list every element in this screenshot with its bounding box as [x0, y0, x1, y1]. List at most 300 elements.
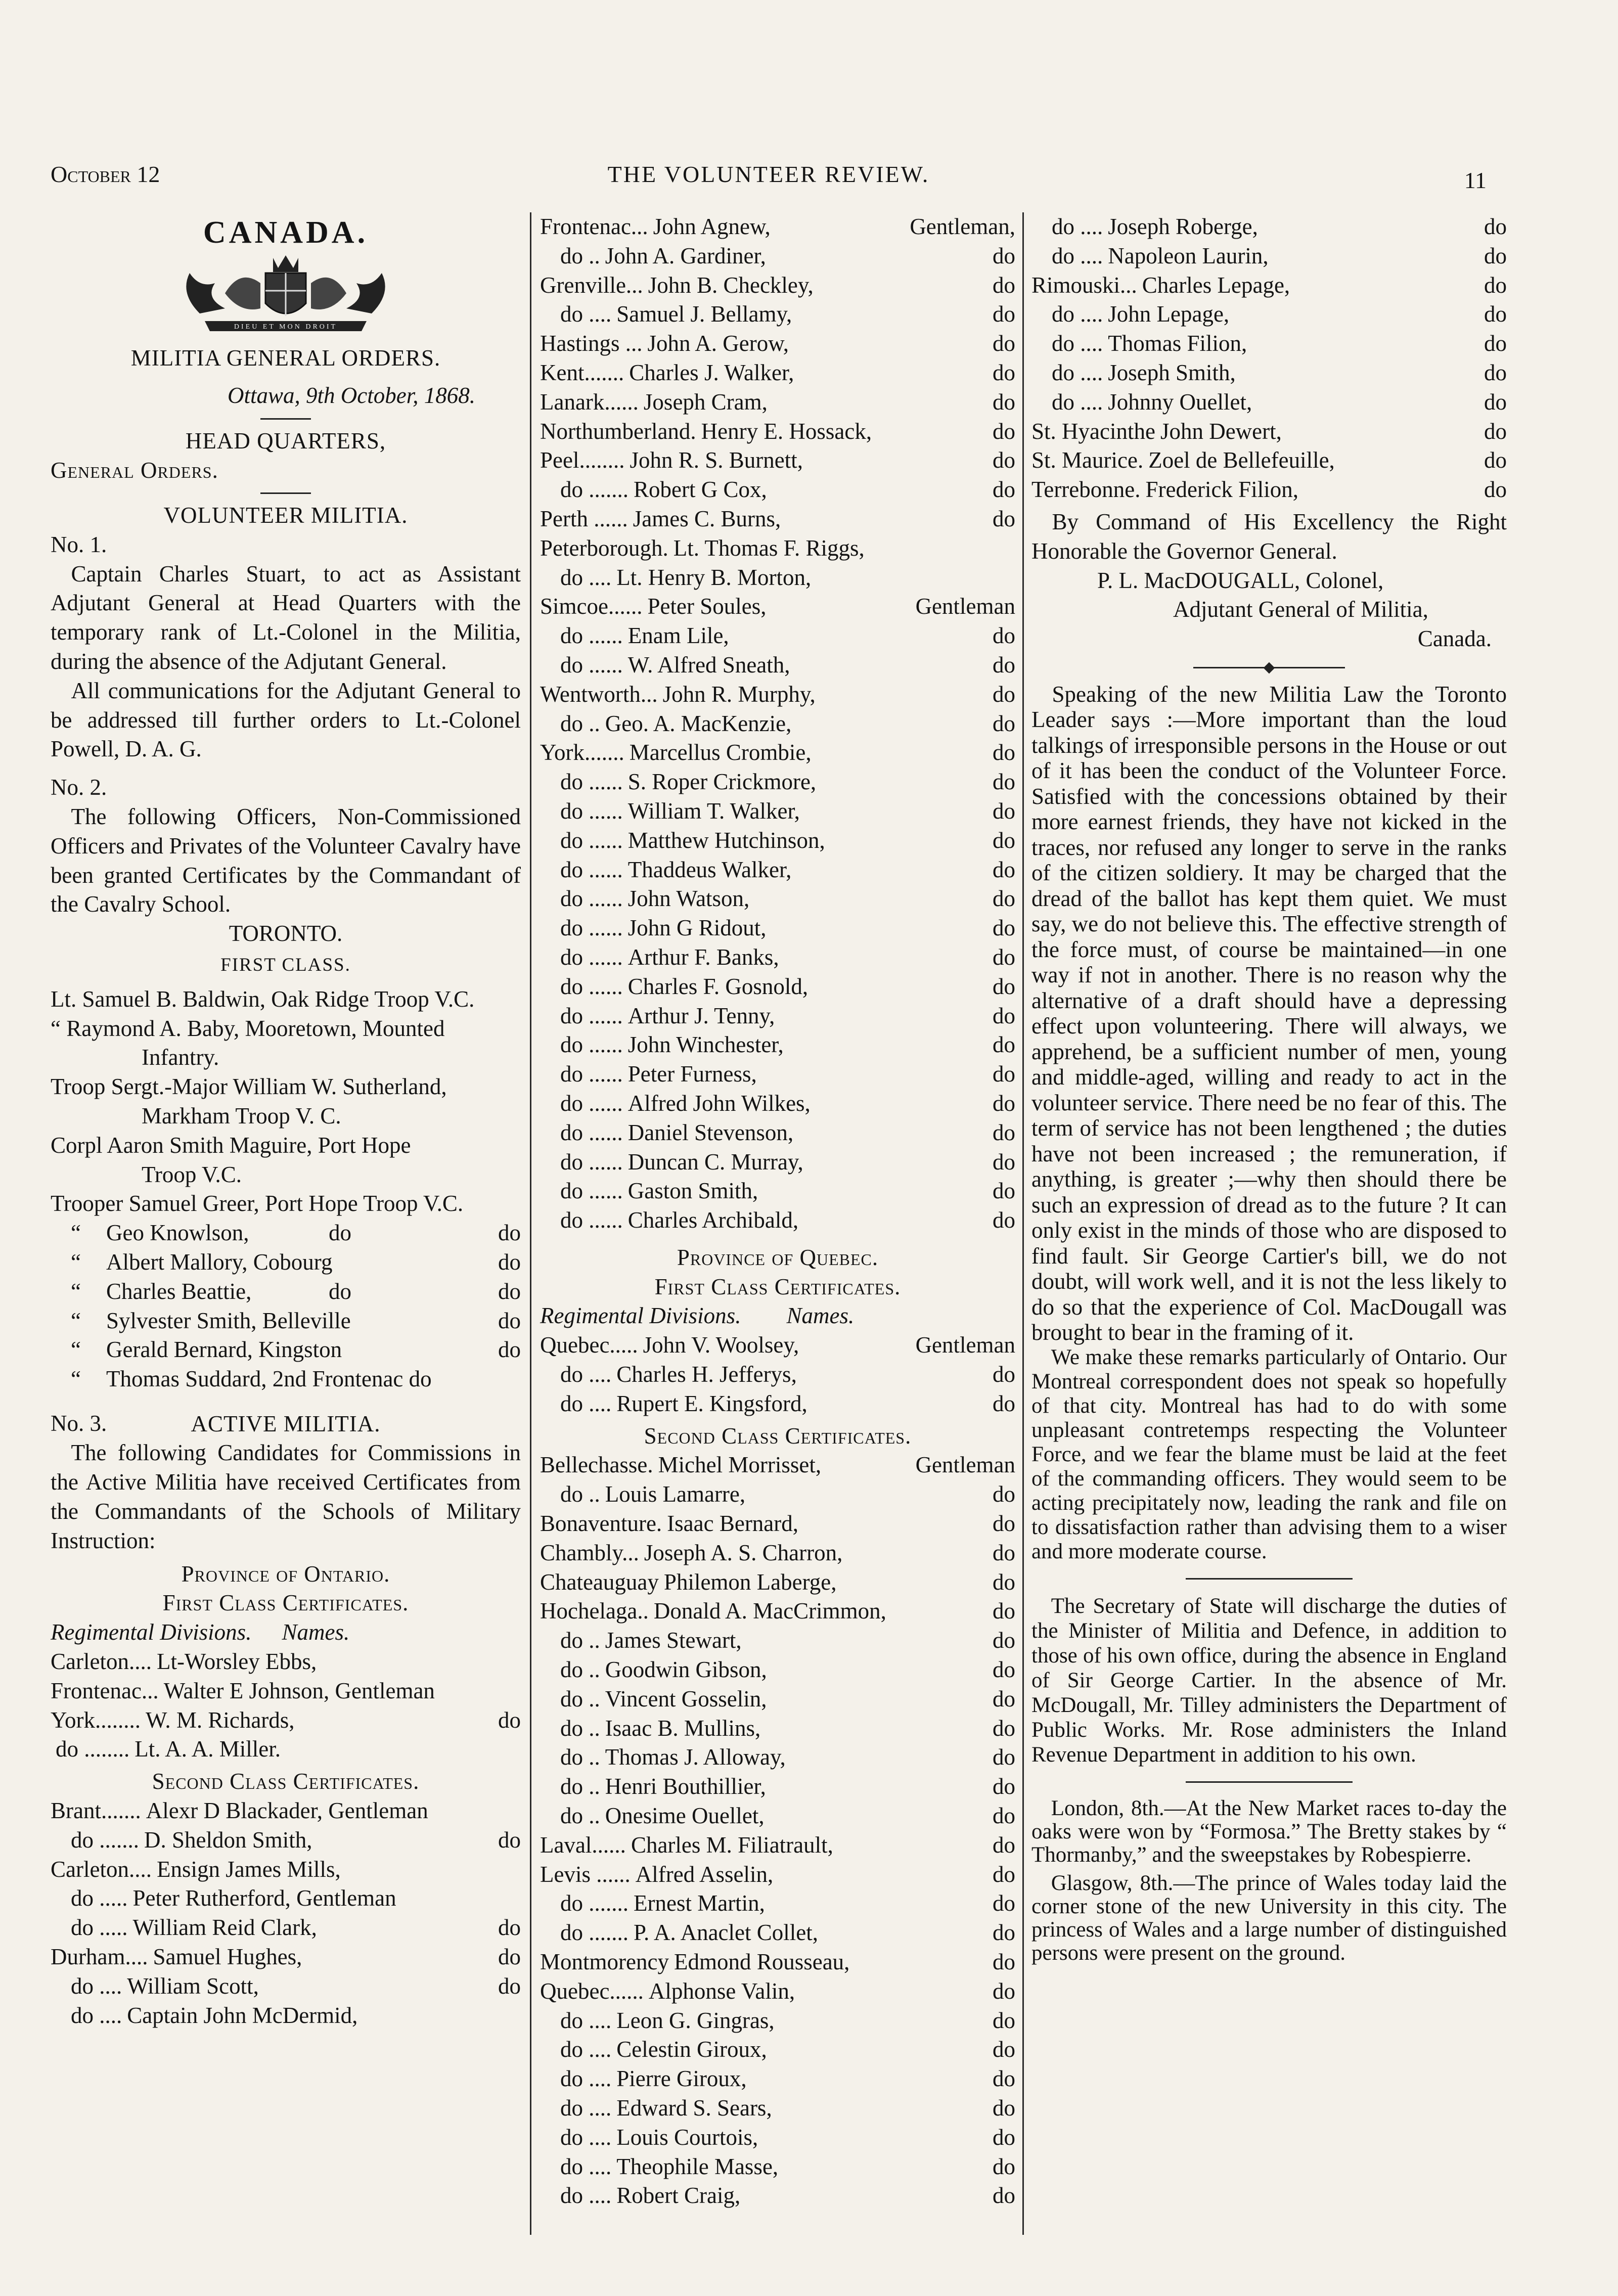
- rank-cell: do: [993, 827, 1015, 853]
- name-cell: Michel Morrisset,: [658, 1452, 822, 1478]
- city-heading: TORONTO.: [229, 921, 343, 947]
- name-cell: Edward S. Sears,: [616, 2095, 772, 2121]
- name-cell: William Reid Clark,: [132, 1915, 317, 1941]
- list-row: [540, 358, 1015, 388]
- list-row: [540, 1030, 1015, 1060]
- name-cell: Peter Soules,: [647, 594, 767, 619]
- list-row: [1031, 271, 1507, 300]
- list-row: [540, 505, 1015, 534]
- name-cell: Lt. Henry B. Morton,: [616, 564, 812, 590]
- regiment-cell: Frontenac...: [540, 214, 648, 239]
- list-row: [540, 884, 1015, 914]
- rank-cell: do: [993, 272, 1015, 298]
- name-cell: Napoleon Laurin,: [1108, 243, 1269, 268]
- rank-cell: do: [993, 973, 1015, 999]
- rank-cell: do: [993, 1090, 1015, 1116]
- regiment-cell: do ....: [560, 2124, 612, 2150]
- rank-cell: do: [993, 2066, 1015, 2092]
- list-row: [51, 1307, 521, 1336]
- hq-heading: HEAD QUARTERS,: [185, 428, 386, 454]
- list-item: Troop Sergt.-Major William W. Sutherland, Markham Troop V. C.: [51, 1074, 447, 1129]
- name-cell: Thomas Filion,: [1108, 331, 1247, 356]
- name-cell: John R. S. Burnett,: [630, 447, 803, 473]
- rank-cell: do: [1484, 243, 1507, 268]
- regiment-cell: Hochelaga..: [540, 1598, 649, 1624]
- rank-cell: do: [993, 331, 1015, 356]
- rank-cell: Gentleman: [915, 1332, 1015, 1358]
- rank-cell: do: [1484, 418, 1507, 444]
- list-row: [540, 2181, 1015, 2211]
- list-row: [51, 1855, 521, 1884]
- list-row: [540, 1685, 1015, 1714]
- name-cell: Henry E. Hossack,: [701, 418, 872, 444]
- list-row: [540, 1626, 1015, 1655]
- name-cell: Duncan C. Murray,: [627, 1149, 803, 1175]
- order-number: No. 3.: [51, 1410, 107, 1436]
- regiment-cell: do ....: [1052, 331, 1103, 356]
- name-cell: Geo Knowlson,: [106, 1220, 249, 1246]
- name-cell: S. Roper Crickmore,: [627, 769, 817, 795]
- rank-cell: do: [1484, 272, 1507, 298]
- list-row: [540, 768, 1015, 797]
- name-cell: Albert Mallory, Cobourg: [106, 1249, 333, 1275]
- list-row: [540, 943, 1015, 972]
- list-row: [51, 1219, 521, 1248]
- rank-cell: do: [993, 1920, 1015, 1946]
- regiment-cell: Chateauguay: [540, 1569, 659, 1595]
- regiment-cell: Chambly...: [540, 1540, 639, 1565]
- list-row: [51, 1277, 521, 1307]
- regiment-cell: Bonaventure.: [540, 1511, 662, 1537]
- article-paragraph: The Secretary of State will discharge the duties of the Minister of Militia and Defence, in addition to those of his own office, during the absence in England of Sir George Cartier. In the absence of Mr. McDougall, Mr. Tilley administers the Department of Public Works. Mr. Rose administers the Inland Revenue Department in addition to his own.: [1031, 1594, 1507, 1767]
- regiment-cell: Lanark......: [540, 389, 639, 415]
- name-cell: Lt. A. A. Miller.: [134, 1736, 281, 1762]
- name-cell: John R. Murphy,: [662, 681, 816, 707]
- regiment-cell: do ....: [71, 2002, 122, 2028]
- list-row: [51, 1913, 521, 1943]
- regiment-cell: do ..: [560, 1774, 600, 1799]
- list-row: [540, 1977, 1015, 2006]
- name-cell: Pierre Giroux,: [616, 2066, 747, 2092]
- name-cell: Donald A. MacCrimmon,: [653, 1598, 886, 1624]
- column-rule: [530, 212, 531, 2235]
- rank-cell: do: [993, 652, 1015, 678]
- rank-cell: do: [993, 944, 1015, 970]
- column-2: [540, 212, 1015, 2211]
- rank-cell: do: [993, 1178, 1015, 1204]
- list-row: [51, 1365, 521, 1394]
- name-cell: William T. Walker,: [627, 798, 800, 824]
- rank-cell: do: [993, 1744, 1015, 1770]
- ditto-mark: “: [71, 1220, 81, 1246]
- list-row: [540, 1148, 1015, 1177]
- rank-cell: do: [993, 1362, 1015, 1387]
- certificate-heading: Second Class Certificates.: [644, 1423, 912, 1449]
- rank-cell: do: [993, 506, 1015, 531]
- regiment-cell: do ......: [560, 623, 623, 649]
- list-row: [540, 1206, 1015, 1235]
- rank-cell: do: [498, 1915, 521, 1941]
- name-cell: Robert Craig,: [616, 2183, 741, 2209]
- name-cell: Johnny Ouellet,: [1108, 389, 1252, 415]
- regiment-cell: Carleton....: [51, 1856, 152, 1882]
- rank-cell: Gentleman,: [910, 214, 1015, 239]
- general-orders-label: General Orders.: [51, 458, 218, 483]
- list-item: “ Raymond A. Baby, Mooretown, Mounted Infantry.: [51, 1015, 445, 1070]
- name-cell: Charles H. Jefferys,: [616, 1362, 797, 1387]
- article-paragraph: London, 8th.—At the New Market races to-day the oaks were won by “Formosa.” The Bretty stakes by “ Thormanby,” and the sweepstakes by Robespierre.: [1031, 1796, 1507, 1867]
- name-cell: Joseph A. S. Charron,: [644, 1540, 843, 1565]
- list-row: [51, 1248, 521, 1277]
- rank-cell: do: [498, 1707, 521, 1733]
- list-item: Trooper Samuel Greer, Port Hope Troop V.C.: [51, 1191, 464, 1217]
- name-cell: Edmond Rousseau,: [673, 1949, 850, 1975]
- section-title: CANADA.: [203, 215, 369, 250]
- name-cell: James C. Burns,: [633, 506, 781, 531]
- list-row: [540, 2094, 1015, 2123]
- active-militia-heading: ACTIVE MILITIA.: [191, 1411, 381, 1436]
- name-cell: Arthur F. Banks,: [627, 944, 779, 970]
- regiment-cell: do ....: [560, 2095, 612, 2121]
- regiment-cell: Rimouski...: [1031, 272, 1137, 298]
- regiment-cell: St. Hyacinthe: [1031, 418, 1155, 444]
- name-cell: John V. Woolsey,: [643, 1332, 799, 1358]
- name-cell: Captain John McDermid,: [127, 2002, 358, 2028]
- cavalry-list: [51, 985, 521, 1219]
- list-row: [540, 2152, 1015, 2182]
- regiment-cell: do ......: [560, 857, 623, 882]
- list-row: [540, 1831, 1015, 1860]
- rank-cell: do: [1484, 301, 1507, 327]
- rank-cell: do: [1484, 331, 1507, 356]
- regiment-cell: do .......: [71, 1827, 139, 1853]
- name-cell: Thaddeus Walker,: [627, 857, 792, 882]
- list-row: [540, 1743, 1015, 1772]
- rank-cell: do: [993, 1511, 1015, 1537]
- rank-cell: do: [993, 1890, 1015, 1916]
- rank-cell: do: [498, 1973, 521, 1999]
- list-row: [51, 1647, 521, 1677]
- rank-cell: do: [993, 886, 1015, 912]
- list-row: [1031, 242, 1507, 271]
- regiment-cell: do ......: [560, 1003, 623, 1028]
- regiment-cell: Levis ......: [540, 1861, 631, 1887]
- page-header: [51, 161, 1487, 196]
- rank-cell: do: [993, 1715, 1015, 1741]
- ditto-cell: do: [498, 1337, 521, 1363]
- article-paragraph: Glasgow, 8th.—The prince of Wales today laid the corner stone of the new University in this city. The princess of Wales and a large number of distinguished persons were present on the ground.: [1031, 1871, 1507, 1965]
- list-row: [540, 2035, 1015, 2064]
- rank-cell: do: [993, 740, 1015, 766]
- name-cell: Gaston Smith,: [627, 1178, 758, 1204]
- regiment-cell: St. Maurice.: [1031, 447, 1144, 473]
- name-cell: D. Sheldon Smith,: [144, 1827, 312, 1853]
- list-row: [540, 826, 1015, 856]
- regiment-cell: do ......: [560, 973, 623, 999]
- list-row: [540, 388, 1015, 417]
- regiment-cell: do ......: [560, 1061, 623, 1087]
- list-row: [540, 856, 1015, 885]
- name-cell: Ensign James Mills,: [156, 1856, 341, 1882]
- rank-cell: do: [993, 1978, 1015, 2004]
- list-row: [540, 300, 1015, 329]
- place-cell: do: [329, 1278, 351, 1304]
- class-heading: FIRST CLASS.: [220, 954, 351, 975]
- name-cell: Matthew Hutchinson,: [627, 827, 825, 853]
- name-cell: Peter Rutherford, Gentleman: [132, 1885, 396, 1911]
- name-cell: Vincent Gosselin,: [605, 1686, 767, 1712]
- name-cell: Charles Lepage,: [1142, 272, 1290, 298]
- list-row: [540, 1002, 1015, 1031]
- list-row: [51, 1735, 521, 1764]
- rank-cell: do: [993, 1540, 1015, 1565]
- regiment-cell: do ......: [560, 798, 623, 824]
- regiment-cell: do ....: [560, 2183, 612, 2209]
- regiment-cell: do ....: [1052, 301, 1103, 327]
- orders-heading: MILITIA GENERAL ORDERS.: [130, 345, 441, 371]
- regiment-cell: do ....: [560, 1390, 612, 1416]
- regiment-cell: Perth ......: [540, 506, 628, 531]
- regiment-cell: do ......: [560, 1090, 623, 1116]
- order-number: No. 2.: [51, 775, 107, 800]
- ditto-mark: “: [71, 1337, 81, 1363]
- rank-cell: do: [993, 2007, 1015, 2033]
- name-cell: Alfred Asselin,: [635, 1861, 774, 1887]
- order-paragraph: The following Officers, Non-Commissioned Officers and Privates of the Volunteer Cavalry have been granted Certificates by the Commandant of the Cavalry School.: [51, 803, 521, 917]
- royal-coat-of-arms-icon: [169, 253, 402, 334]
- regiment-cell: do ....: [560, 301, 612, 327]
- name-cell: Zoel de Bellefeuille,: [1148, 447, 1335, 473]
- name-cell: Alphonse Valin,: [648, 1978, 795, 2004]
- ditto-mark: “: [71, 1278, 81, 1304]
- rank-cell: do: [993, 857, 1015, 882]
- rank-cell: do: [993, 243, 1015, 268]
- rank-cell: do: [993, 477, 1015, 503]
- place-cell: [329, 1335, 490, 1365]
- name-cell: W. M. Richards,: [145, 1707, 295, 1733]
- name-cell: Walter E Johnson, Gentleman: [163, 1678, 435, 1703]
- list-row: [51, 1884, 521, 1913]
- rank-cell: do: [993, 359, 1015, 385]
- list-row: [540, 621, 1015, 651]
- order-paragraph: The following Candidates for Commissions in the Active Militia have received Certificates from the Commandants of the Schools of Military Instruction:: [51, 1440, 521, 1553]
- list-item: Corpl Aaron Smith Maguire, Port Hope Troop V.C.: [51, 1132, 411, 1187]
- name-cell: Sylvester Smith, Belleville: [106, 1308, 351, 1333]
- regiment-cell: do ..: [560, 1744, 600, 1770]
- page-number: 11: [1464, 167, 1487, 193]
- place-cell: do: [329, 1220, 351, 1246]
- name-cell: Arthur J. Tenny,: [627, 1003, 775, 1028]
- certificate-list: [540, 1451, 1015, 2211]
- regiment-cell: Bellechasse.: [540, 1452, 653, 1478]
- list-row: [1031, 417, 1507, 446]
- regiment-cell: do ..: [560, 243, 600, 268]
- list-row: [540, 563, 1015, 593]
- name-cell: John Agnew,: [653, 214, 771, 239]
- rank-cell: do: [993, 1803, 1015, 1829]
- regiment-cell: do ..: [560, 1481, 600, 1507]
- rank-cell: do: [993, 1207, 1015, 1233]
- name-cell: Rupert E. Kingsford,: [616, 1390, 807, 1416]
- list-row: [540, 914, 1015, 943]
- regiment-cell: do ..: [560, 710, 600, 736]
- name-cell: Leon G. Gingras,: [616, 2007, 775, 2033]
- list-item: Lt. Samuel B. Baldwin, Oak Ridge Troop V.C.: [51, 986, 475, 1012]
- list-row: [540, 1714, 1015, 1743]
- list-row: [540, 1177, 1015, 1206]
- regiment-cell: do .......: [560, 1920, 628, 1946]
- list-row: [540, 242, 1015, 271]
- list-row: [540, 1118, 1015, 1148]
- regiment-cell: Northumberland.: [540, 418, 696, 444]
- rank-cell: do: [993, 1774, 1015, 1799]
- column-1: [51, 212, 521, 2030]
- crest-motto: DIEU ET MON DROIT: [234, 323, 338, 331]
- regiment-cell: Carleton....: [51, 1649, 152, 1675]
- issue-date: October 12: [51, 161, 160, 187]
- list-row: [540, 1568, 1015, 1597]
- regiment-cell: do .......: [560, 477, 628, 503]
- command-text: By Command of His Excellency the Right Honorable the Governor General.: [1031, 509, 1507, 564]
- regiment-cell: Peel........: [540, 447, 625, 473]
- regiment-cell: do ....: [560, 2037, 612, 2062]
- name-cell: Henri Bouthillier,: [605, 1774, 766, 1799]
- rank-cell: do: [993, 447, 1015, 473]
- divider: [260, 492, 311, 494]
- list-row: [51, 1706, 521, 1735]
- list-row: [540, 1918, 1015, 1948]
- list-row: [540, 1802, 1015, 1831]
- name-cell: John Dewert,: [1160, 418, 1282, 444]
- regiment-cell: do ........: [56, 1736, 130, 1762]
- ditto-mark: “: [71, 1249, 81, 1275]
- list-row: [540, 1509, 1015, 1539]
- regiment-cell: do ......: [560, 1032, 623, 1058]
- name-cell: Louis Courtois,: [616, 2124, 758, 2150]
- regiment-cell: do ......: [560, 1178, 623, 1204]
- place-cell: [329, 1365, 490, 1394]
- rank-cell: do: [993, 1390, 1015, 1416]
- list-row: [540, 709, 1015, 739]
- regiment-cell: do ......: [560, 886, 623, 912]
- name-cell: John B. Checkley,: [648, 272, 814, 298]
- rank-cell: do: [993, 1032, 1015, 1058]
- list-row: [1031, 329, 1507, 358]
- regiment-cell: Quebec......: [540, 1978, 644, 2004]
- name-cell: Geo. A. MacKenzie,: [605, 710, 792, 736]
- list-row: [540, 972, 1015, 1002]
- trooper-list: [51, 1219, 521, 1394]
- rank-cell: Gentleman: [915, 594, 1015, 619]
- regiment-cell: York........: [51, 1707, 141, 1733]
- regiment-cell: Simcoe......: [540, 594, 643, 619]
- list-row: [540, 738, 1015, 768]
- ditto-cell: [490, 1365, 521, 1394]
- signature-name: P. L. MacDOUGALL, Colonel,: [1097, 567, 1384, 593]
- rank-cell: do: [993, 1628, 1015, 1653]
- regiment-cell: do .....: [71, 1915, 128, 1941]
- list-row: [540, 1331, 1015, 1360]
- list-row: [1031, 475, 1507, 505]
- regiment-cell: do ..: [560, 1803, 600, 1829]
- place-cell: [329, 1248, 490, 1277]
- name-cell: Charles M. Filiatrault,: [631, 1832, 833, 1858]
- rank-cell: do: [993, 1119, 1015, 1145]
- list-row: [1031, 358, 1507, 388]
- list-row: [51, 1943, 521, 1972]
- regiment-cell: do ....: [560, 2153, 612, 2179]
- list-row: [540, 1451, 1015, 1480]
- volunteer-militia-heading: VOLUNTEER MILITIA.: [163, 502, 408, 528]
- name-cell: Isaac Bernard,: [667, 1511, 799, 1537]
- rank-cell: do: [993, 2183, 1015, 2209]
- certificate-list: [1031, 212, 1507, 505]
- regiment-cell: Durham....: [51, 1944, 148, 1970]
- rank-cell: do: [993, 1481, 1015, 1507]
- rank-cell: do: [1484, 389, 1507, 415]
- divider: [1186, 1578, 1353, 1580]
- ditto-cell: do: [498, 1249, 521, 1275]
- name-cell: Samuel J. Bellamy,: [616, 301, 792, 327]
- list-row: [540, 1089, 1015, 1118]
- certificate-list: [51, 1647, 521, 1764]
- regiment-cell: Laval......: [540, 1832, 626, 1858]
- rank-cell: do: [993, 1061, 1015, 1087]
- list-row: [1031, 212, 1507, 242]
- name-cell: Daniel Stevenson,: [627, 1119, 794, 1145]
- name-cell: Alfred John Wilkes,: [627, 1090, 811, 1116]
- list-row: [51, 2001, 521, 2031]
- name-cell: Goodwin Gibson,: [605, 1657, 767, 1683]
- list-row: [540, 1389, 1015, 1419]
- regiment-cell: Montmorency: [540, 1949, 669, 1975]
- place-cell: [329, 1307, 490, 1336]
- certificate-list: [540, 1331, 1015, 1418]
- regiment-cell: do ....: [1052, 359, 1103, 385]
- rank-cell: do: [993, 710, 1015, 736]
- regiment-cell: do ....: [71, 1973, 122, 1999]
- name-cell: Charles F. Gosnold,: [627, 973, 808, 999]
- regiment-cell: do ..: [560, 1686, 600, 1712]
- regiment-cell: York.......: [540, 740, 624, 766]
- list-row: [540, 2006, 1015, 2036]
- name-cell: John A. Gerow,: [647, 331, 789, 356]
- regiment-cell: Kent.......: [540, 359, 624, 385]
- list-row: [540, 1360, 1015, 1389]
- ditto-mark: “: [71, 1308, 81, 1333]
- name-cell: Theophile Masse,: [616, 2153, 779, 2179]
- rank-cell: do: [993, 301, 1015, 327]
- list-row: [540, 592, 1015, 621]
- name-cell: Enam Lile,: [627, 623, 729, 649]
- rank-cell: do: [993, 2153, 1015, 2179]
- regiment-cell: do ..: [560, 1657, 600, 1683]
- regiment-cell: do ......: [560, 1149, 623, 1175]
- name-cell: Ernest Martin,: [634, 1890, 765, 1916]
- regiment-cell: do .......: [560, 1890, 628, 1916]
- name-cell: Celestin Giroux,: [616, 2037, 767, 2062]
- name-cell: Robert G Cox,: [634, 477, 767, 503]
- name-cell: John Watson,: [627, 886, 750, 912]
- name-cell: Gerald Bernard, Kingston: [106, 1337, 342, 1363]
- column-3: [1031, 212, 1507, 1965]
- rank-cell: Gentleman: [915, 1452, 1015, 1478]
- list-row: [1031, 300, 1507, 329]
- ditto-cell: do: [498, 1308, 521, 1333]
- regiment-cell: do ..: [560, 1715, 600, 1741]
- name-cell: John Winchester,: [627, 1032, 784, 1058]
- name-cell: Louis Lamarre,: [605, 1481, 746, 1507]
